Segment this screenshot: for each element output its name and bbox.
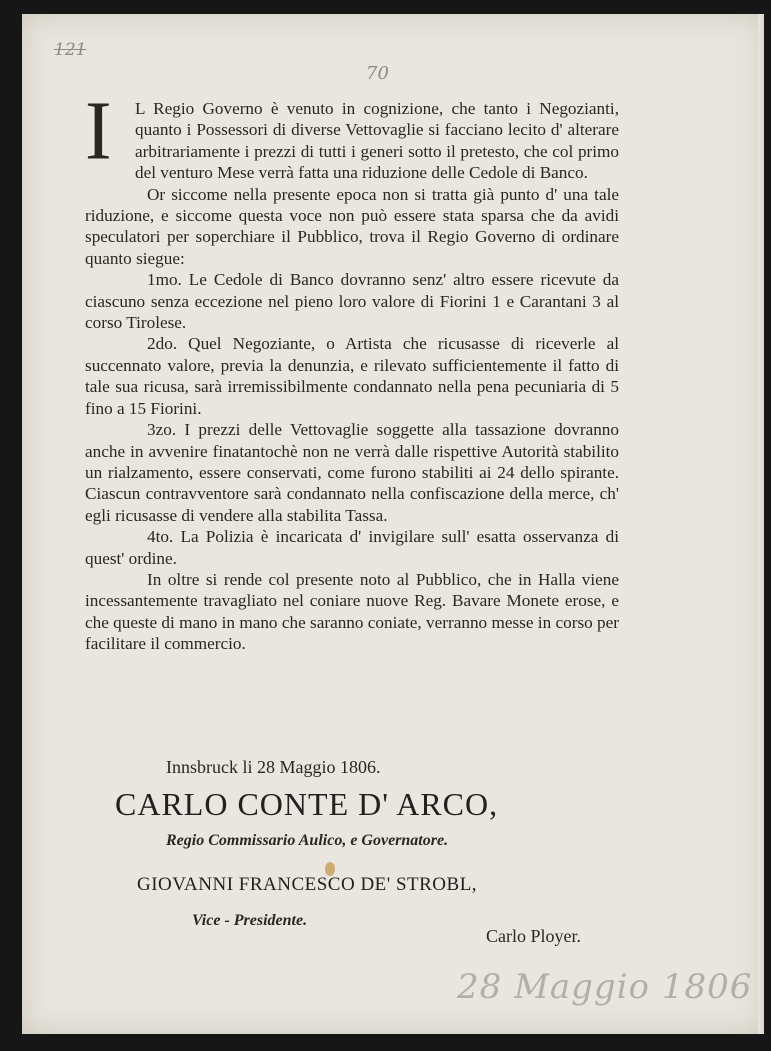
decree-body xyxy=(85,84,619,655)
handwritten-date-annotation: 28 Maggio 1806 xyxy=(457,967,753,1007)
paragraph-text: L Regio Governo è venuto in cognizione, che tanto i Negozianti, quanto i Possessori di diverse Vettovaglie si facciano lecito d' alterare arbitrariamente i prezzi di tutti i generi sotto il pretesto, che col primo del venturo Mese verrà fatta una riduzione delle Cedole di Banco. xyxy=(135,99,619,183)
article-2: 2do. Quel Negoziante, o Artista che ricusasse di riceverle al succennato valore, previa la denunzia, e rilevato sufficientemente il fatto di tale sua ricusa, sarà irremissibilmente condannato nella pena pecuniaria di 5 fino a 15 Fiorini. xyxy=(85,334,619,418)
paragraph-coinage-notice: In oltre si rende col presente noto al Pubblico, che in Halla viene incessantemente travagliato nel coniare nuove Reg. Bavare Monete erose, e che queste di mano in mano che saranno coniate, verranno messe in corso per facilitare il commercio. xyxy=(85,569,619,654)
drop-cap: I xyxy=(85,84,112,178)
catalog-number-annotation: 121 xyxy=(54,40,87,60)
paper-edge xyxy=(758,14,764,1034)
article-3: 3zo. I prezzi delle Vettovaglie soggette alla tassazione dovranno anche in avvenire finatantochè non ne verrà dalle rispettive Autorità stabilito un rialzamento, essere conservati, come furono stabiliti ai 24 dello spirante. Ciascun contravventore sarà condannato nella confiscazione della merce, ch' egli ricusasse di vendere alla stabilita Tassa. xyxy=(85,420,619,525)
governor-name: CARLO CONTE D' ARCO, xyxy=(115,786,499,822)
governor-title: Regio Commissario Aulico, e Governatore. xyxy=(166,832,449,849)
paragraph-preamble xyxy=(85,84,619,184)
vice-president-name: GIOVANNI FRANCESCO DE' STROBL, xyxy=(137,874,478,895)
article-1: 1mo. Le Cedole di Banco dovranno senz' altro essere ricevute da ciascuno senza eccezione nel pieno loro valore di Fiorini 1 e Carantani 3 al corso Tirolese. xyxy=(85,270,619,333)
paragraph-reasoning: Or siccome nella presente epoca non si tratta già punto d' una tale riduzione, e siccome questa voce non può essere stata sparsa che da avidi speculatori per soperchiare il Pubblico, trova il Regio Governo di ordinare quanto siegue: xyxy=(85,184,619,268)
place-date-line: Innsbruck li 28 Maggio 1806. xyxy=(166,757,381,777)
folio-number-annotation: 70 xyxy=(366,63,389,84)
secretary-name: Carlo Ployer. xyxy=(486,926,581,946)
article-4: 4to. La Polizia è incaricata d' invigilare sull' esatta osservanza di quest' ordine. xyxy=(85,527,619,568)
vice-president-title: Vice - Presidente. xyxy=(192,912,308,929)
